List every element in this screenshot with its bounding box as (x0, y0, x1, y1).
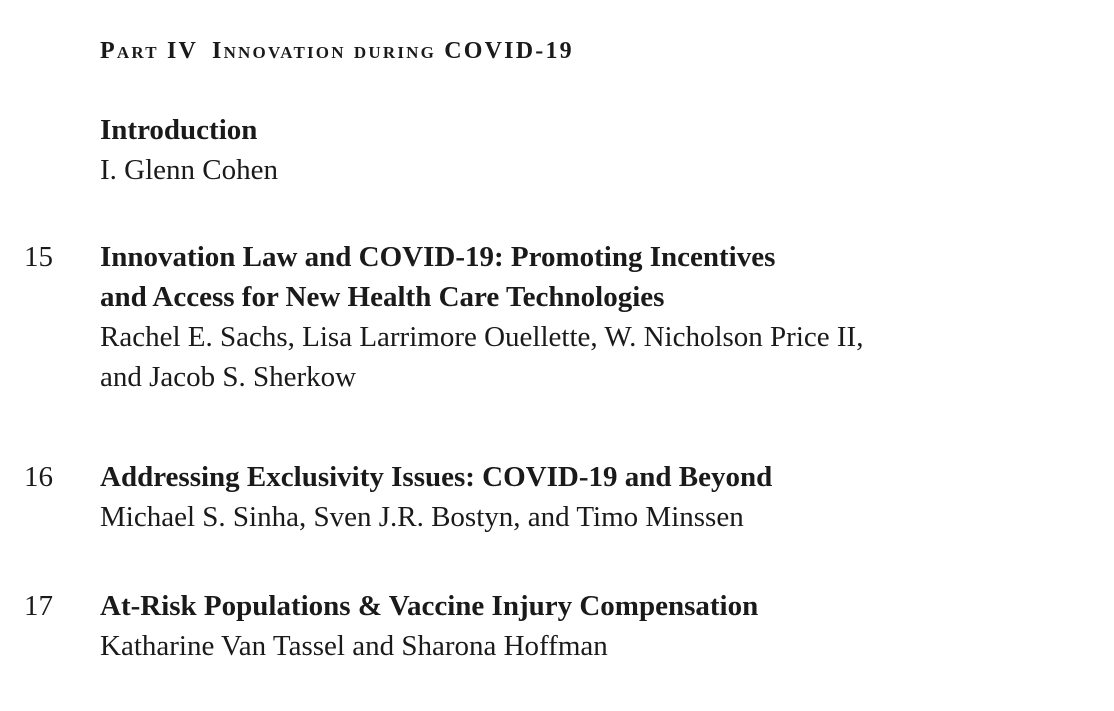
part-title: Innovation during COVID-19 (212, 38, 574, 64)
chapter-authors: Michael S. Sinha, Sven J.R. Bostyn, and Timo Minssen (100, 501, 744, 533)
chapter-authors: I. Glenn Cohen (100, 154, 278, 186)
chapter-number: 16 (24, 461, 53, 493)
chapter-title-line-1: Innovation Law and COVID-19: Promoting Incentives (100, 241, 776, 273)
part-heading (100, 38, 574, 65)
chapter-number: 17 (24, 590, 53, 622)
chapter-title: Introduction (100, 114, 258, 146)
chapter-authors: Katharine Van Tassel and Sharona Hoffman (100, 630, 608, 662)
chapter-authors-line-1: Rachel E. Sachs, Lisa Larrimore Ouellette, W. Nicholson Price II, (100, 321, 864, 353)
chapter-number: 15 (24, 241, 53, 273)
part-label: Part IV (100, 38, 199, 64)
chapter-title-line-2: and Access for New Health Care Technologies (100, 281, 665, 313)
chapter-authors-line-2: and Jacob S. Sherkow (100, 361, 357, 393)
chapter-title: At-Risk Populations & Vaccine Injury Compensation (100, 590, 759, 622)
chapter-title: Addressing Exclusivity Issues: COVID-19 and Beyond (100, 461, 773, 493)
